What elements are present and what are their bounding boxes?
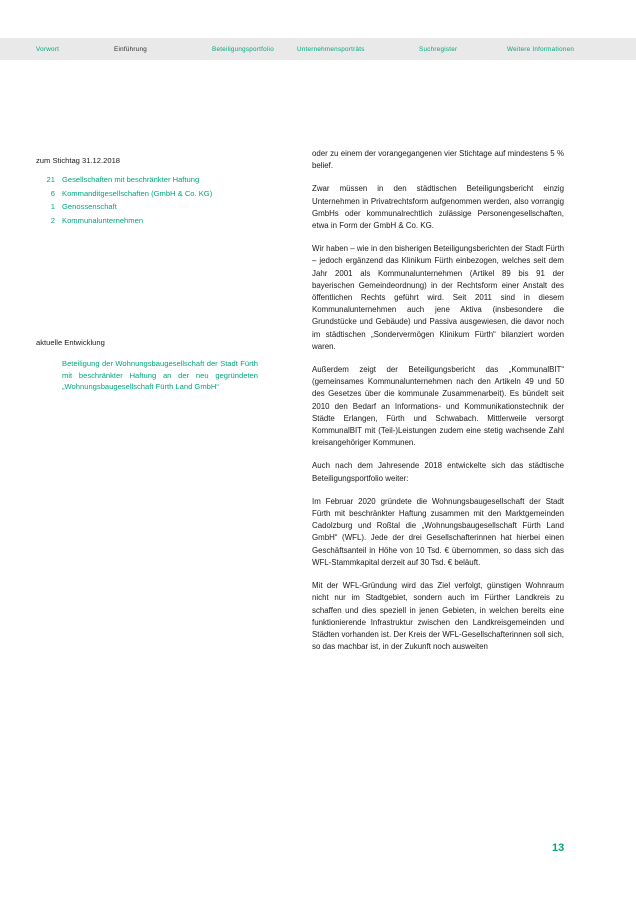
body-paragraph: Außerdem zeigt der Beteiligungsbericht das „KommunalBIT“ (gemeinsames Kommunalunternehmen nach den Artikeln 49 und 50 des Gesetzes über die kommunale Zusammenarbeit). Es bündelt seit 2010 den Bedarf an Informations- und Kommunikationstechnik der Städte Erlangen, Fürth und Schwabach. Mittlerweile versorgt KommunalBIT mit (Teil-)Leistungen zudem eine stetig wachsende Zahl kreisangehöriger Kommunen. (312, 365, 564, 448)
navigation-bar (36, 38, 600, 60)
nav-item-einfuehrung[interactable]: Einführung (114, 45, 147, 53)
nav-item-beteiligungsportfolio[interactable]: Beteiligungsportfolio (212, 45, 274, 53)
body-paragraph: oder zu einem der vorangegangenen vier Stichtage auf mindestens 5 % belief. (312, 149, 564, 171)
stat-label: Gesellschaften mit beschränkter Haftung (62, 175, 200, 184)
stat-count: 1 (50, 202, 55, 211)
sidebar-stats-heading: zum Stichtag 31.12.2018 (36, 156, 121, 165)
stat-count: 6 (50, 188, 55, 198)
stat-label: Kommunalunternehmen (62, 215, 144, 225)
body-paragraph: Mit der WFL-Gründung wird das Ziel verfolgt, günstigen Wohnraum nicht nur im Stadtgebiet, sondern auch im Fürther Landkreis zu schaffen und dies speziell in jenen Gebieten, in welchen bereits eine funktionierende Infrastruktur zwischen den Landkreisgemeinden und Städten vorhanden ist. Der Kreis der WFL-Gesellschafterinnen soll sich, so das machbar ist, in der Zukunft noch ausweiten (312, 581, 564, 652)
stat-count: 21 (46, 175, 55, 184)
nav-item-weitere-informationen[interactable]: Weitere Informationen (507, 45, 575, 53)
stat-label: Kommanditgesellschaften (GmbH & Co. KG) (62, 188, 213, 198)
body-paragraph: Im Februar 2020 gründete die Wohnungsbaugesellschaft der Stadt Fürth mit beschränkter Haftung zusammen mit den Marktgemeinden Cadolzburg und Roßtal die „Wohnungsbaugesellschaft Fürth Land GmbH“ (WFL). Jede der drei Gesellschafterinnen hat hierbei einen Geschäftsanteil in Höhe von 10 Tsd. € übernommen, so dass sich das WFL-Stammkapital derzeit auf 30 Tsd. € beläuft. (312, 496, 564, 567)
list-item (36, 189, 264, 199)
sidebar-stats-block (36, 155, 264, 229)
stat-label: Genossenschaft (62, 202, 117, 211)
body-paragraph: Auch nach dem Jahresende 2018 entwickelte sich das städtische Beteiligungsportfolio weiter: (312, 461, 564, 483)
list-item (36, 216, 264, 226)
sidebar-development-note: Beteiligung der Wohnungsbaugesellschaft der Stadt Fürth mit beschränkter Haftung an der neu gegründeten „Wohnungsbaugesellschaft Fürth Land GmbH“ (62, 359, 258, 391)
sidebar-stats-list (36, 175, 264, 226)
nav-item-suchregister[interactable]: Suchregister (419, 45, 458, 53)
body-paragraph: Zwar müssen in den städtischen Beteiligungsbericht einzig Unternehmen in Privatrechtsform aufgenommen werden, also vorrangig GmbHs oder kommunalrechtlich zulässige Personengesellschaften, etwa in Form der GmbH & Co. KG. (312, 184, 564, 231)
nav-item-unternehmensportraits[interactable]: Unternehmensporträts (297, 45, 365, 53)
sidebar-development-heading: aktuelle Entwicklung (36, 338, 105, 347)
page-number: 13 (552, 842, 565, 854)
stat-count: 2 (50, 215, 55, 225)
list-item (36, 175, 264, 185)
list-item (36, 202, 264, 212)
main-text-column (312, 148, 564, 664)
nav-item-vorwort[interactable]: Vorwort (36, 45, 60, 53)
body-paragraph: Wir haben – wie in den bisherigen Beteiligungsberichten der Stadt Fürth – jedoch ergänzend das Klinikum Fürth einbezogen, welches seit dem Jahr 2001 als Kommunalunternehmen (Artikel 89 bis 91 der bayerischen Gemeindeordnung) in der Rechtsform einer Anstalt des öffentlichen Rechts geführt wird. Seit 2011 sind in diesem Kommunalunternehmen auch jene Aktiva (insbesondere die Grundstücke und Gebäude) und Passiva ausgewiesen, die davor noch im städtischen „Sondervermögen Klinikum Fürth“ bilanziert worden waren. (312, 244, 564, 351)
sidebar-development-block (36, 337, 264, 393)
